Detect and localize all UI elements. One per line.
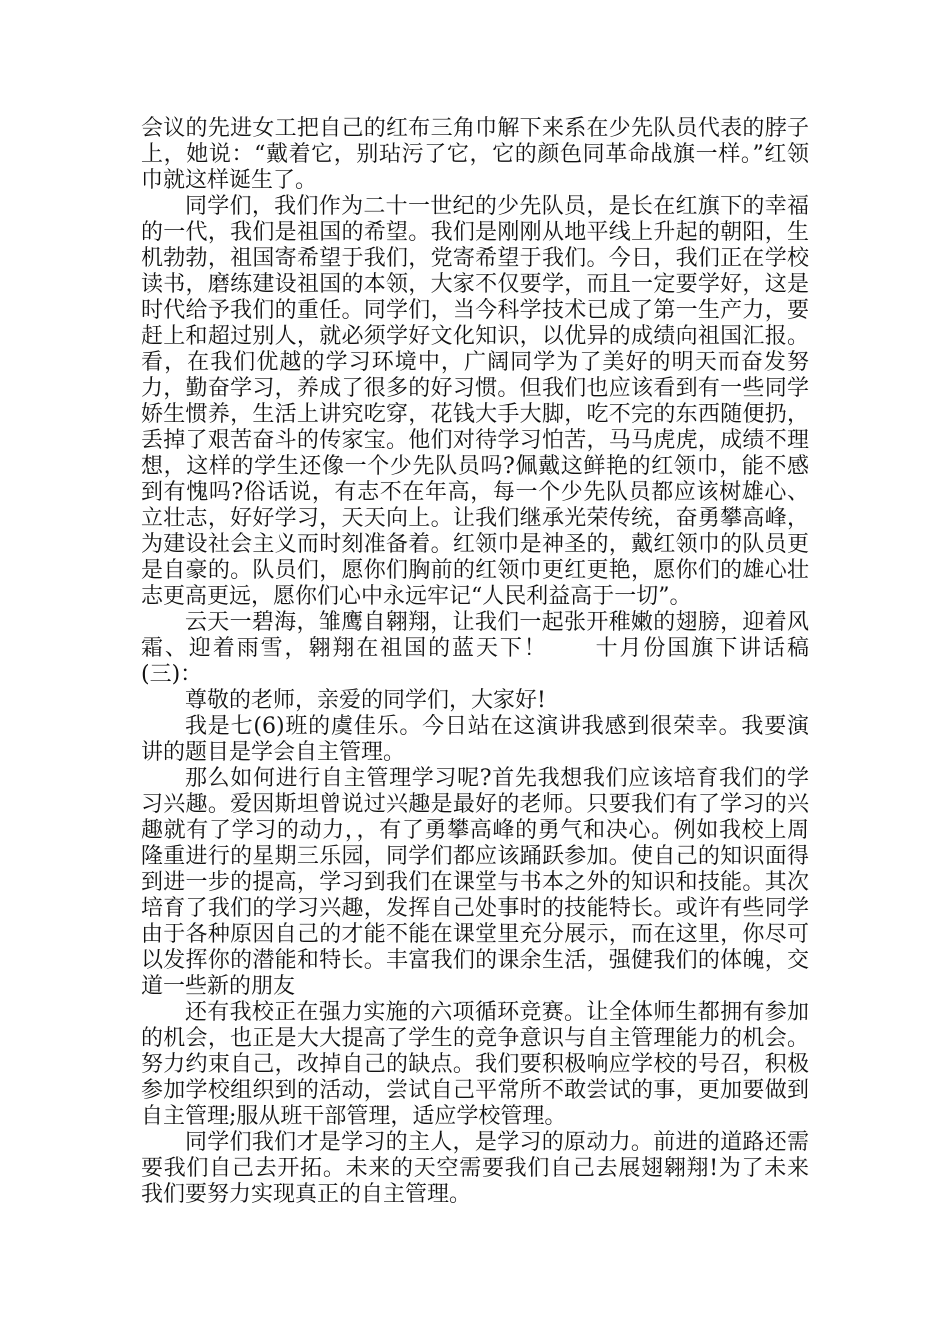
paragraph-5: 我是七(6)班的虞佳乐。今日站在这演讲我感到很荣幸。我要演讲的题目是学会自主管理。: [141, 714, 809, 765]
paragraph-3: 云天一碧海，雏鹰自翱翔，让我们一起张开稚嫩的翅膀，迎着风霜、迎着雨雪，翱翔在祖国的蓝天下！ 十月份国旗下讲话稿(三)：: [141, 610, 809, 687]
paragraph-2: 同学们，我们作为二十一世纪的少先队员，是长在红旗下的幸福的一代，我们是祖国的希望。我们是刚刚从地平线上升起的朝阳，生机勃勃，祖国寄希望于我们，党寄希望于我们。今日，我们正在学校读书，磨练建设祖国的本领，大家不仅要学，而且一定要学好，这是时代给予我们的重任。同学们，当今科学技术已成了第一生产力，要赶上和超过别人，就必须学好文化知识，以优异的成绩向祖国汇报。看，在我们优越的学习环境中，广阔同学为了美好的明天而奋发努力，勤奋学习，养成了很多的好习惯。但我们也应该看到有一些同学娇生惯养，生活上讲究吃穿，花钱大手大脚，吃不完的东西随便扔，丢掉了艰苦奋斗的传家宝。他们对待学习怕苦，马马虎虎，成绩不理想，这样的学生还像一个少先队员吗?佩戴这鲜艳的红领巾，能不感到有愧吗?俗话说，有志不在年高，每一个少先队员都应该树雄心、立壮志，好好学习，天天向上。让我们继承光荣传统，奋勇攀高峰，为建设社会主义而时刻准备着。红领巾是神圣的，戴红领巾的队员更是自豪的。队员们，愿你们胸前的红领巾更红更艳，愿你们的雄心壮志更高更远，愿你们心中永远牢记“人民利益高于一切”。: [141, 194, 809, 609]
document-body: [141, 116, 809, 1208]
paragraph-1: 会议的先进女工把自己的红布三角巾解下来系在少先队员代表的脖子上，她说：“戴着它，别玷污了它，它的颜色同革命战旗一样。”红领巾就这样诞生了。: [141, 116, 809, 193]
paragraph-7: 还有我校正在强力实施的六项循环竞赛。让全体师生都拥有参加的机会，也正是大大提高了学生的竞争意识与自主管理能力的机会。努力约束自己，改掉自己的缺点。我们要积极响应学校的号召，积极参加学校组织到的活动，尝试自己平常所不敢尝试的事，更加要做到自主管理;服从班干部管理，适应学校管理。: [141, 1000, 809, 1129]
paragraph-4: 尊敬的老师，亲爱的同学们，大家好!: [185, 688, 546, 713]
paragraph-8: 同学们我们才是学习的主人，是学习的原动力。前进的道路还需要我们自己去开拓。未来的天空需要我们自己去展翅翱翔!为了未来我们要努力实现真正的自主管理。: [141, 1130, 809, 1207]
paragraph-6: 那么如何进行自主管理学习呢?首先我想我们应该培育我们的学习兴趣。爱因斯坦曾说过兴趣是最好的老师。只要我们有了学习的兴趣就有了学习的动力，，有了勇攀高峰的勇气和决心。例如我校上周隆重进行的星期三乐园，同学们都应该踊跃参加。使自己的知识面得到进一步的提高，学习到我们在课堂与书本之外的知识和技能。其次培育了我们的学习兴趣，发挥自己处事时的技能特长。或许有些同学由于各种原因自己的才能不能在课堂里充分展示，而在这里，你尽可以发挥你的潜能和特长。丰富我们的课余生活，强健我们的体魄，交道一些新的朋友: [141, 766, 809, 999]
